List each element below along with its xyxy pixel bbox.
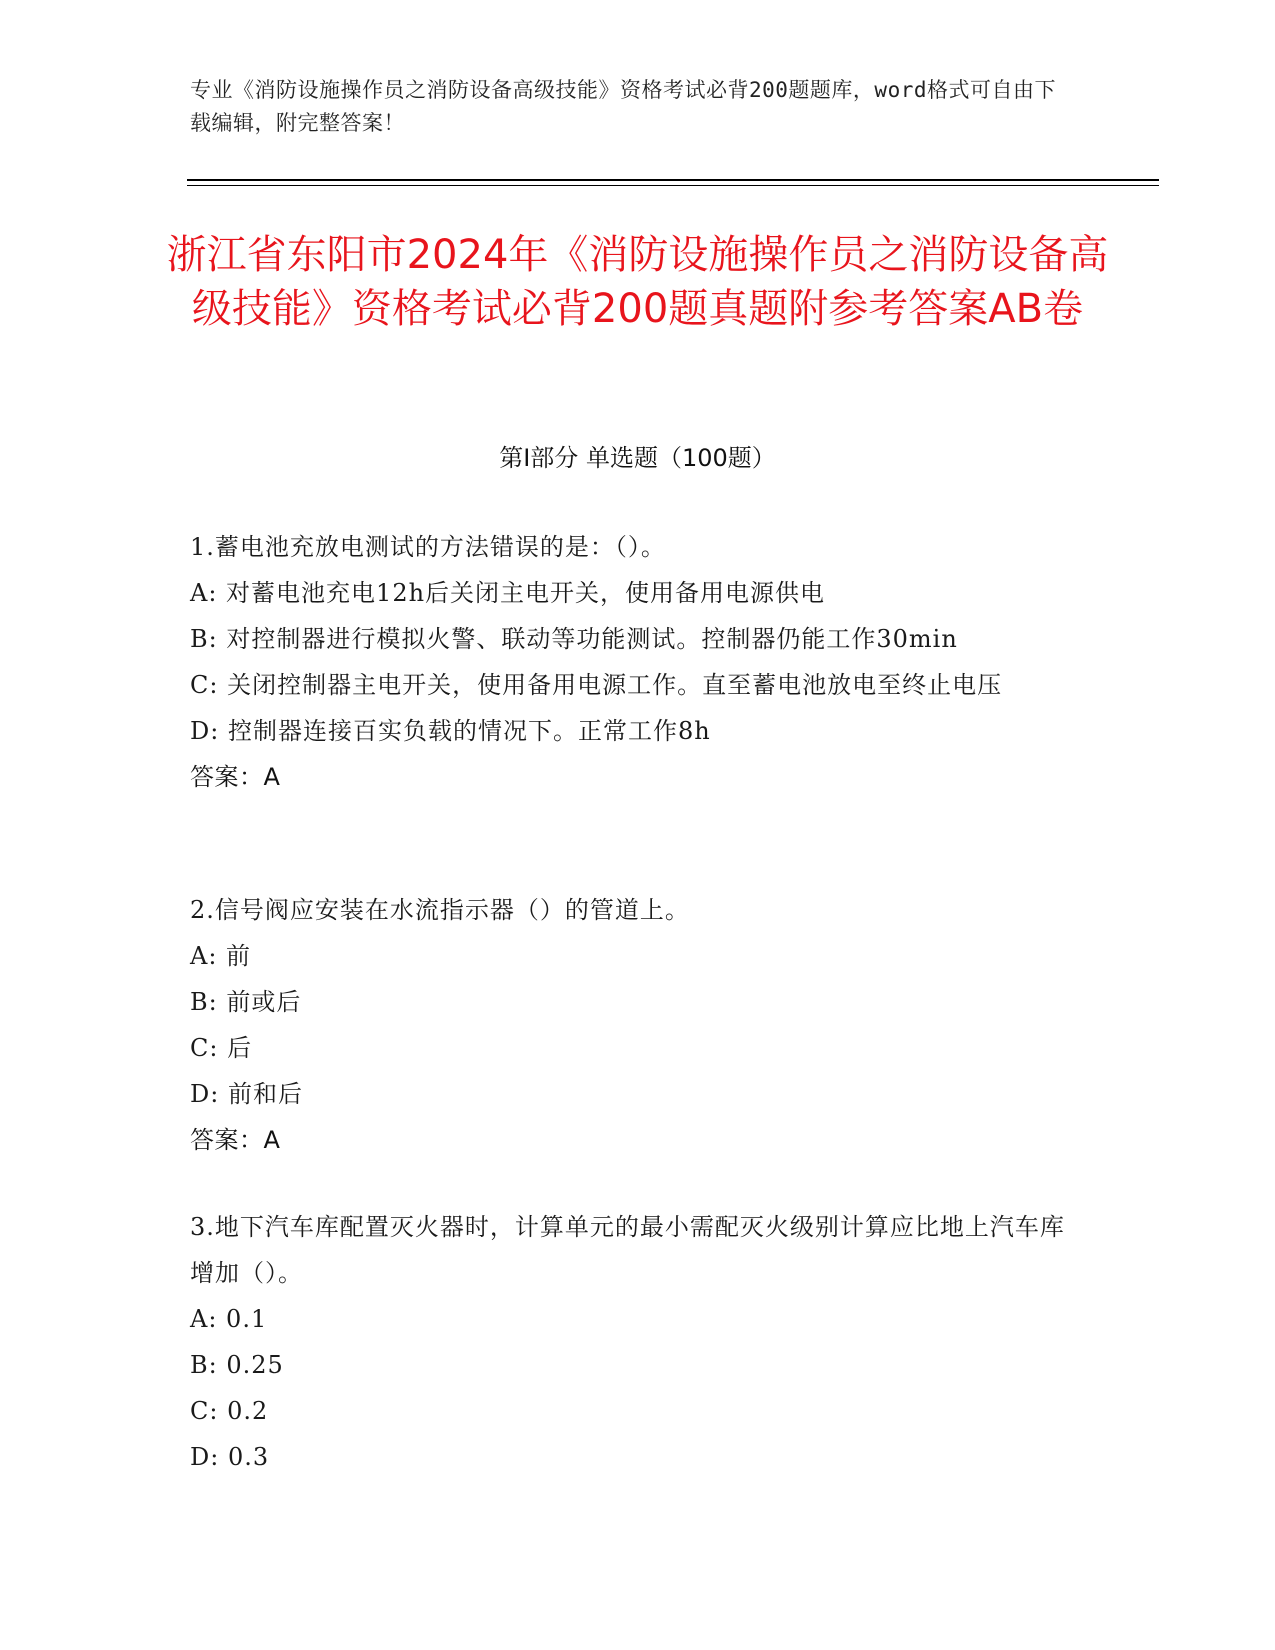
question-stem: 1.蓄电池充放电测试的方法错误的是：（）。 — [190, 533, 666, 561]
section-heading: 第Ⅰ部分 单选题（100题） — [499, 444, 776, 472]
option-c: C: 0.2 — [190, 1397, 269, 1425]
option-b: B: 前或后 — [190, 988, 302, 1016]
document-title: 浙江省东阳市2024年《消防设施操作员之消防设备高级技能》资格考试必背200题真题附参考答案AB卷 — [166, 232, 1109, 332]
option-b: B: 0.25 — [190, 1351, 284, 1379]
question-stem: 3.地下汽车库配置灭火器时，计算单元的最小需配灭火级别计算应比地上汽车库增加（）。 — [190, 1213, 1065, 1287]
header-rule-thick — [187, 179, 1159, 181]
question-block — [190, 524, 1070, 800]
header-rule-thin — [187, 185, 1159, 186]
option-c: C: 关闭控制器主电开关，使用备用电源工作。直至蓄电池放电至终止电压 — [190, 671, 1003, 699]
option-d: D: 控制器连接百实负载的情况下。正常工作8h — [190, 717, 711, 745]
option-a: A: 0.1 — [190, 1305, 268, 1333]
option-a: A: 前 — [190, 942, 252, 970]
option-a: A: 对蓄电池充电12h后关闭主电开关，使用备用电源供电 — [190, 579, 826, 607]
question-block — [190, 1204, 1070, 1480]
option-d: D: 前和后 — [190, 1080, 303, 1108]
answer: 答案：A — [190, 1126, 281, 1154]
question-block — [190, 887, 1070, 1163]
option-b: B: 对控制器进行模拟火警、联动等功能测试。控制器仍能工作30min — [190, 625, 958, 653]
question-stem: 2.信号阀应安装在水流指示器（）的管道上。 — [190, 896, 690, 924]
answer: 答案：A — [190, 763, 281, 791]
option-d: D: 0.3 — [190, 1443, 270, 1471]
header-note: 专业《消防设施操作员之消防设备高级技能》资格考试必背200题题库，word格式可自由下载编辑，附完整答案！ — [190, 78, 1056, 135]
option-c: C: 后 — [190, 1034, 253, 1062]
